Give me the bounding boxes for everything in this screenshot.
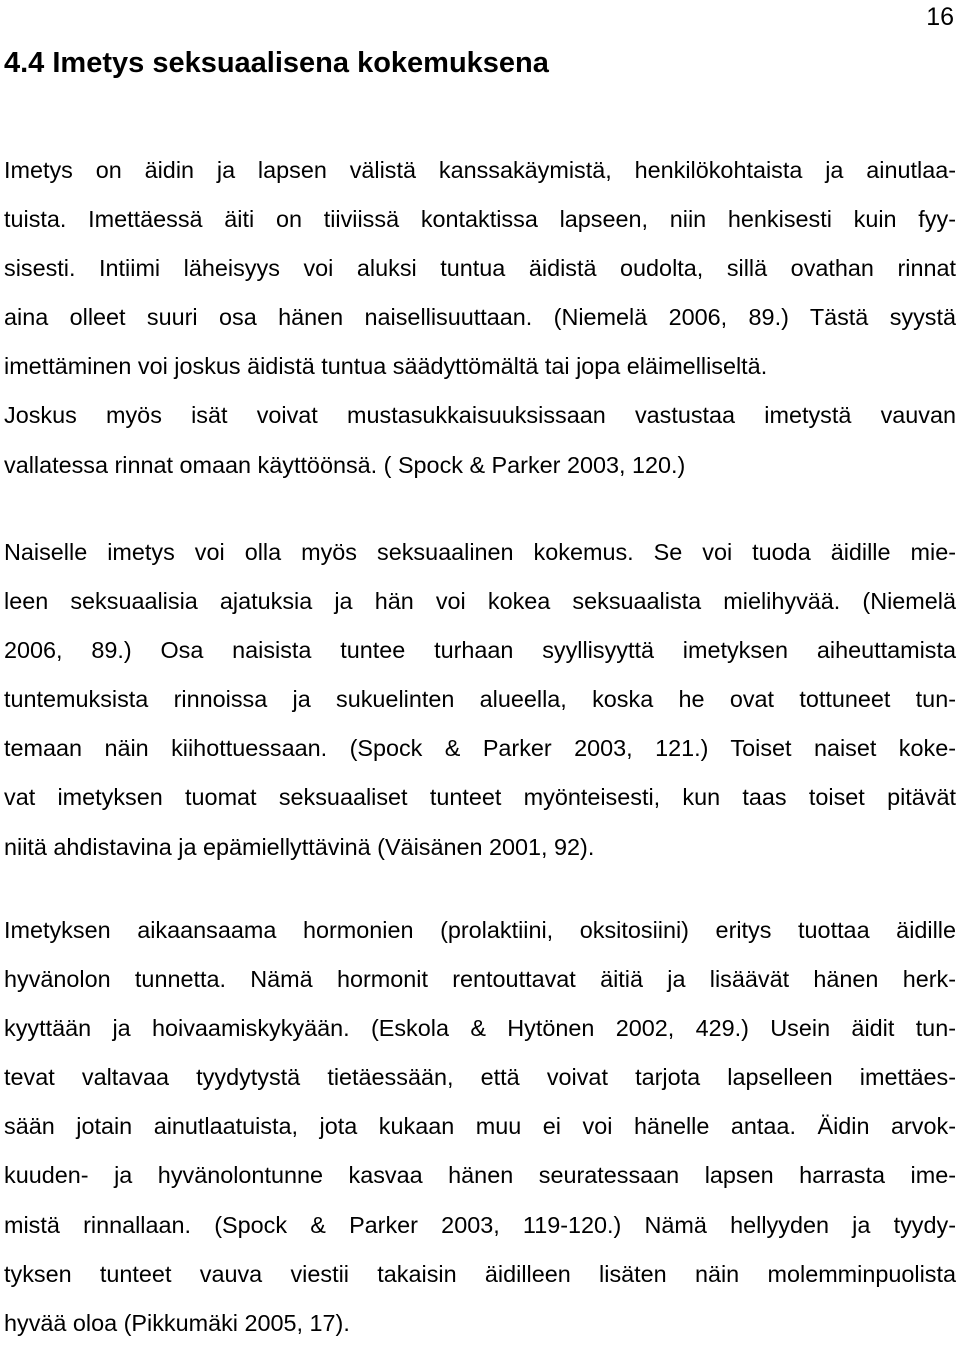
text-line: aina olleet suuri osa hänen naisellisuuttaan. (Niemelä 2006, 89.) Tästä syystä [4,304,956,331]
text-line: 2006, 89.) Osa naisista tuntee turhaan syyllisyyttä imetyksen aiheuttamista [4,637,956,664]
paragraph-2 [4,528,956,872]
text-line: hyvänolon tunnetta. Nämä hormonit rentouttavat äitiä ja lisäävät hänen herk- [4,966,956,993]
page-number: 16 [926,3,954,31]
text-line: tyksen tunteet vauva viestii takaisin äidilleen lisäten näin molemminpuolista [4,1260,956,1287]
text-line: tuntemuksista rinnoissa ja sukuelinten alueella, koska he ovat tottuneet tun- [4,686,956,713]
text-line: kuuden- ja hyvänolontunne kasvaa hänen seuratessaan lapsen harrasta ime- [4,1162,956,1189]
text-line: temaan näin kiihottuessaan. (Spock & Parker 2003, 121.) Toiset naiset koke- [4,735,956,762]
text-line: Imetys on äidin ja lapsen välistä kanssakäymistä, henkilökohtaista ja ainutlaa- [4,157,956,183]
text-line: sisesti. Intiimi läheisyys voi aluksi tuntua äidistä oudolta, sillä ovathan rinnat [4,255,956,282]
paragraph-3 [4,906,956,1348]
text-line: Naiselle imetys voi olla myös seksuaalinen kokemus. Se voi tuoda äidille mie- [4,539,956,565]
text-line: imettäminen voi joskus äidistä tuntua säädyttömältä tai jopa eläimelliseltä. [4,353,768,380]
text-line: sään jotain ainutlaatuista, jota kukaan muu ei voi hänelle antaa. Äidin arvok- [4,1113,956,1140]
text-line: tuista. Imettäessä äiti on tiiviissä kontaktissa lapseen, niin henkisesti kuin fyy- [4,206,956,233]
text-line: leen seksuaalisia ajatuksia ja hän voi kokea seksuaalista mielihyvää. (Niemelä [4,588,956,615]
paragraph-1 [4,146,956,490]
text-line: Joskus myös isät voivat mustasukkaisuuksissaan vastustaa imetystä vauvan [4,402,956,429]
text-line: tevat valtavaa tyydytystä tietäessään, että voivat tarjota lapselleen imettäes- [4,1064,956,1091]
text-line: Imetyksen aikaansaama hormonien (prolaktiini, oksitosiini) eritys tuottaa äidille [4,917,956,943]
text-line: vallatessa rinnat omaan käyttöönsä. ( Spock & Parker 2003, 120.) [4,451,686,478]
text-line: kyyttään ja hoivaamiskykyään. (Eskola & Hytönen 2002, 429.) Usein äidit tun- [4,1015,956,1042]
text-line: niitä ahdistavina ja epämiellyttävinä (Väisänen 2001, 92). [4,833,595,860]
text-line: vat imetyksen tuomat seksuaaliset tunteet myönteisesti, kun taas toiset pitävät [4,784,956,811]
text-line: mistä rinnallaan. (Spock & Parker 2003, 119-120.) Nämä hellyyden ja tyydy- [4,1211,956,1238]
section-heading: 4.4 Imetys seksuaalisena kokemuksena [4,47,549,79]
text-line: hyvää oloa (Pikkumäki 2005, 17). [4,1309,350,1336]
